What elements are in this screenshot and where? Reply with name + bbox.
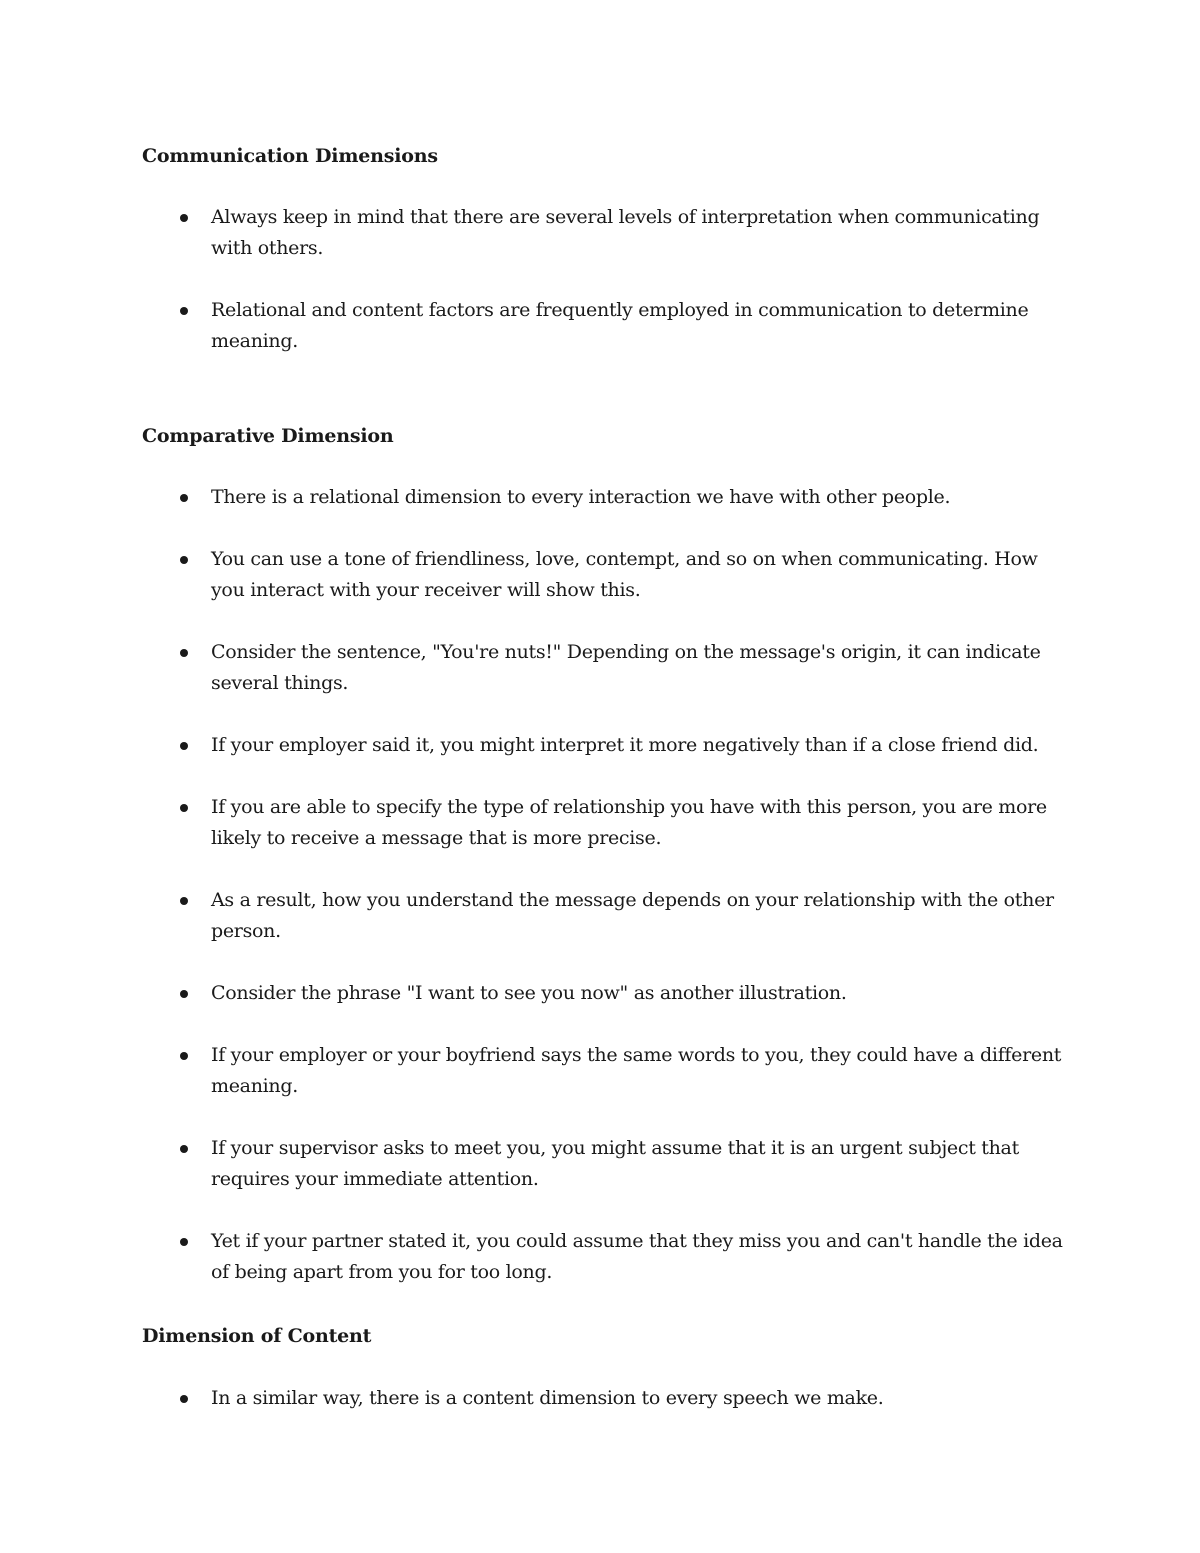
list-item-text: As a result, how you understand the message depends on your relationship with the other person.: [211, 889, 1054, 942]
bullet-icon: [180, 649, 188, 657]
bullet-icon: [180, 556, 188, 564]
bullet-icon: [180, 990, 188, 998]
bullet-icon: [180, 1145, 188, 1153]
bullet-icon: [180, 1052, 188, 1060]
bullet-icon: [180, 1395, 188, 1403]
list-item: [142, 885, 1072, 947]
bullet-list: [142, 1383, 1072, 1414]
bullet-icon: [180, 214, 188, 222]
list-item: [142, 637, 1072, 699]
list-item-text: If your employer or your boyfriend says the same words to you, they could have a different meaning.: [211, 1044, 1062, 1097]
section-dimension-of-content: [142, 1321, 1072, 1414]
list-item: [142, 295, 1072, 357]
list-item-text: You can use a tone of friendliness, love, contempt, and so on when communicating. How you interact with your receiver will show this.: [211, 548, 1038, 601]
list-item: [142, 202, 1072, 264]
list-item-text: Consider the phrase "I want to see you now" as another illustration.: [211, 982, 847, 1004]
bullet-icon: [180, 897, 188, 905]
bullet-icon: [180, 307, 188, 315]
list-item: [142, 792, 1072, 854]
list-item: [142, 978, 1072, 1009]
section-communication-dimensions: [142, 141, 1072, 357]
list-item-text: There is a relational dimension to every interaction we have with other people.: [211, 486, 951, 508]
section-heading: Communication Dimensions: [142, 145, 438, 167]
list-item-text: Always keep in mind that there are several levels of interpretation when communicating with others.: [211, 206, 1040, 259]
section-heading: Dimension of Content: [142, 1325, 372, 1347]
list-item-text: If you are able to specify the type of relationship you have with this person, you are more likely to receive a message that is more precise.: [211, 796, 1047, 849]
bullet-list: [142, 482, 1072, 1288]
list-item-text: If your employer said it, you might interpret it more negatively than if a close friend did.: [211, 734, 1039, 756]
bullet-icon: [180, 494, 188, 502]
list-item-text: Consider the sentence, "You're nuts!" Depending on the message's origin, it can indicate several things.: [211, 641, 1041, 694]
list-item-text: Relational and content factors are frequently employed in communication to determine meaning.: [211, 299, 1029, 352]
list-item: [142, 482, 1072, 513]
bullet-icon: [180, 804, 188, 812]
bullet-icon: [180, 742, 188, 750]
section-heading: Comparative Dimension: [142, 425, 394, 447]
bullet-icon: [180, 1238, 188, 1246]
list-item-text: In a similar way, there is a content dimension to every speech we make.: [211, 1387, 884, 1409]
list-item: [142, 1383, 1072, 1414]
list-item: [142, 1133, 1072, 1195]
list-item: [142, 1040, 1072, 1102]
bullet-list: [142, 202, 1072, 357]
list-item-text: If your supervisor asks to meet you, you might assume that it is an urgent subject that requires your immediate attention.: [211, 1137, 1019, 1190]
list-item: [142, 1226, 1072, 1288]
list-item-text: Yet if your partner stated it, you could assume that they miss you and can't handle the idea of being apart from you for too long.: [211, 1230, 1063, 1283]
list-item: [142, 544, 1072, 606]
list-item: [142, 730, 1072, 761]
section-comparative-dimension: [142, 421, 1072, 1288]
